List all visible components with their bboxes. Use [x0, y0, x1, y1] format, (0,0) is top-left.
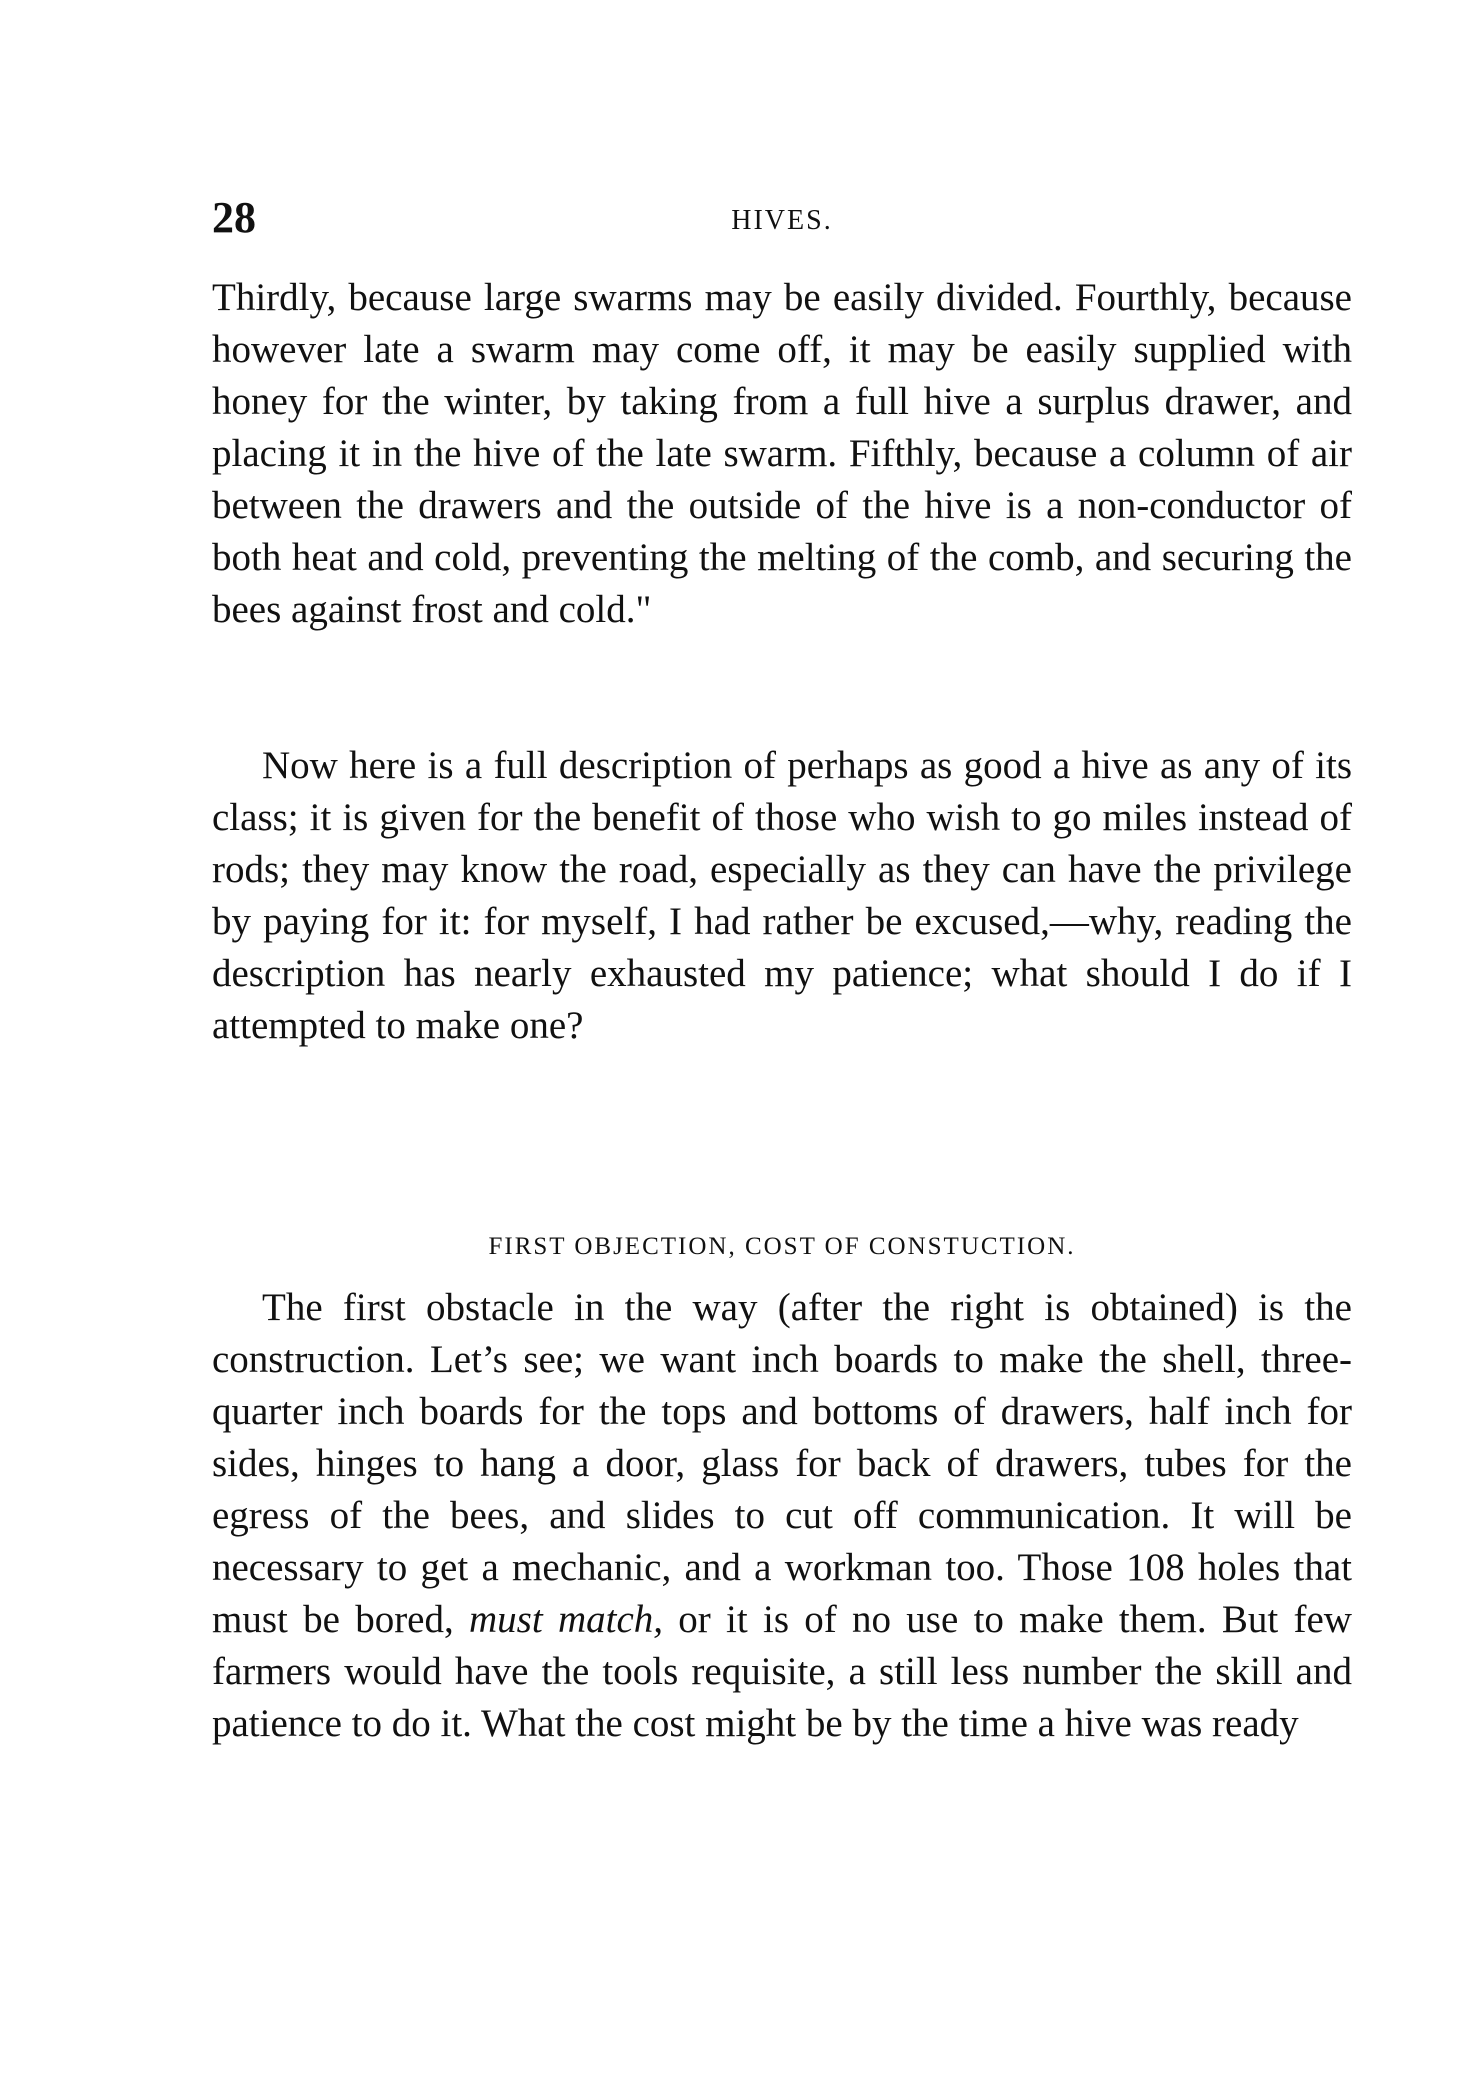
paragraph-text-part-1: The first obstacle in the way (after the right is obtained) is the construction. Let’s see; we want inch boards to make the shell, three-quarter inch boards for the tops and bottoms of drawers, half inch for sides, hinges to hang a door, glass for back of drawers, tubes for the egress of the bees, and slides to cut off communication. It will be necessary to get a mechanic, and a workman too. Those 108 holes that must be bored,	[212, 1286, 1352, 1641]
section-heading: FIRST OBJECTION, COST OF CONSTUCTION.	[488, 1233, 1076, 1260]
paragraph-now-here: Now here is a full description of perhaps as good a hive as any of its class; it is given for the benefit of those who wish to go miles instead of rods; they may know the road, especially as they can have the privilege by paying for it: for myself, I had rather be excused,—why, reading the description has nearly exhausted my patience; what should I do if I attempted to make one?	[212, 744, 1352, 1047]
running-head: HIVES.	[731, 205, 833, 236]
page-number: 28	[212, 193, 256, 242]
italic-phrase: must match,	[469, 1598, 664, 1641]
page-header	[212, 193, 1352, 252]
paragraph-text-part-2: or it is of no use to make them. But few farmers would have the tools requisite, a still less number the skill and patience to do it. What the cost might be by the time a hive was ready	[212, 1598, 1352, 1745]
paragraph-thirdly: Thirdly, because large swarms may be easily divided. Fourthly, because however late a swarm may come off, it may be easily supplied with honey for the winter, by taking from a full hive a surplus drawer, and placing it in the hive of the late swarm. Fifthly, because a column of air between the drawers and the outside of the hive is a non-conductor of both heat and cold, preventing the melting of the comb, and securing the bees against frost and cold."	[212, 276, 1352, 631]
paragraph-first-obstacle	[212, 1282, 1352, 1750]
